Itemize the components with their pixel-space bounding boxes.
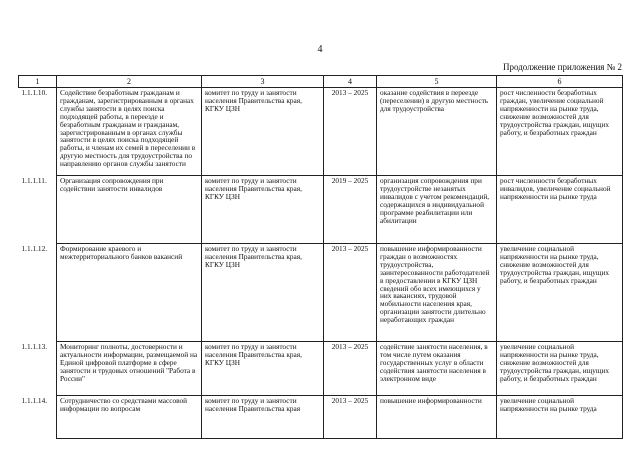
- table-row: [19, 396, 623, 439]
- result-cell: оказание содействия в переезде (переселении) в другую местность для трудоустройства: [377, 88, 497, 176]
- table-row: [19, 244, 623, 342]
- effect-cell: увеличение социальной напряженности на рынке труда, снижение возможностей для трудоустройства граждан, ищущих работу, и безработных граждан: [497, 342, 623, 396]
- row-number: 1.1.1.13.: [21, 341, 48, 351]
- measure-cell: Сотрудничество со средствами массовой информации по вопросам: [57, 396, 202, 439]
- effect-cell: увеличение социальной напряженности на рынке труда: [497, 396, 623, 439]
- period-cell: 2019 – 2025: [324, 176, 377, 244]
- effect-cell: рост численности безработных инвалидов, увеличение социальной напряженности на рынке труда: [497, 176, 623, 244]
- table-row: [19, 342, 623, 396]
- row-number: 1.1.1.14.: [21, 395, 48, 405]
- row-number: 1.1.1.10.: [21, 88, 48, 97]
- table-row: [19, 88, 623, 176]
- measure-cell: Мониторинг полноты, достоверности и актуальности информации, размещаемой на Единой цифровой платформе в сфере занятости и трудовых отношений "Работа в России": [57, 342, 202, 396]
- measure-cell: Содействие безработным гражданам и гражданам, зарегистрированным в органах службы занятости в целях поиска подходящей работы, в переезде и безработным гражданам и гражданам, зарегистрированным в органах службы занятости в целях поиска подходящей работы, и членам их семей в переселении в другую местность для трудоустройства по направлению органов службы занятости: [57, 88, 202, 176]
- executor-cell: комитет по труду и занятости населения Правительства края: [202, 396, 324, 439]
- table-row: [19, 176, 623, 244]
- period-cell: 2013 – 2025: [324, 88, 377, 176]
- row-number: 1.1.1.11.: [21, 175, 47, 185]
- column-header: 1: [19, 76, 57, 88]
- effect-cell: рост численности безработных граждан, увеличение социальной напряженности на рынке труда, снижение возможностей для трудоустройства граждан, ищущих работу, и безработных граждан: [497, 88, 623, 176]
- column-header: 5: [377, 76, 497, 88]
- column-header: 3: [202, 76, 324, 88]
- executor-cell: комитет по труду и занятости населения Правительства края, КГКУ ЦЗН: [202, 342, 324, 396]
- period-cell: 2013 – 2025: [324, 396, 377, 439]
- appendix-note: Продолжение приложения № 2: [502, 62, 622, 72]
- executor-cell: комитет по труду и занятости населения Правительства края, КГКУ ЦЗН: [202, 244, 324, 342]
- column-header: 4: [324, 76, 377, 88]
- result-cell: повышение информированности: [377, 396, 497, 439]
- measures-table: [18, 75, 623, 439]
- row-number: 1.1.1.12.: [21, 243, 48, 253]
- measure-cell: Формирование краевого и межтерриториального банков вакансий: [57, 244, 202, 342]
- page-number: 4: [317, 44, 323, 55]
- column-header: 2: [57, 76, 202, 88]
- executor-cell: комитет по труду и занятости населения Правительства края, КГКУ ЦЗН: [202, 88, 324, 176]
- period-cell: 2013 – 2025: [324, 342, 377, 396]
- executor-cell: комитет по труду и занятости населения Правительства края, КГКУ ЦЗН: [202, 176, 324, 244]
- result-cell: организация сопровождения при трудоустройстве незанятых инвалидов с учетом рекомендаций, содержащихся в индивидуальной программе реабилитации или абилитации: [377, 176, 497, 244]
- effect-cell: увеличение социальной напряженности на рынке труда, снижение возможностей для трудоустройства граждан, ищущих работу, и безработных граждан: [497, 244, 623, 342]
- measure-cell: Организация сопровождения при содействии занятости инвалидов: [57, 176, 202, 244]
- period-cell: 2013 – 2025: [324, 244, 377, 342]
- result-cell: содействие занятости населения, в том числе путем оказания государственных услуг в области содействия занятости населения в электронном виде: [377, 342, 497, 396]
- result-cell: повышение информированности граждан о возможностях трудоустройства, заинтересованности работодателей в предоставлении в КГКУ ЦЗН сведений обо всех имеющихся у них вакансиях, трудовой мобильности населения края, организации занятости длительно неработающих граждан: [377, 244, 497, 342]
- column-header: 6: [497, 76, 623, 88]
- header-row: [19, 76, 623, 88]
